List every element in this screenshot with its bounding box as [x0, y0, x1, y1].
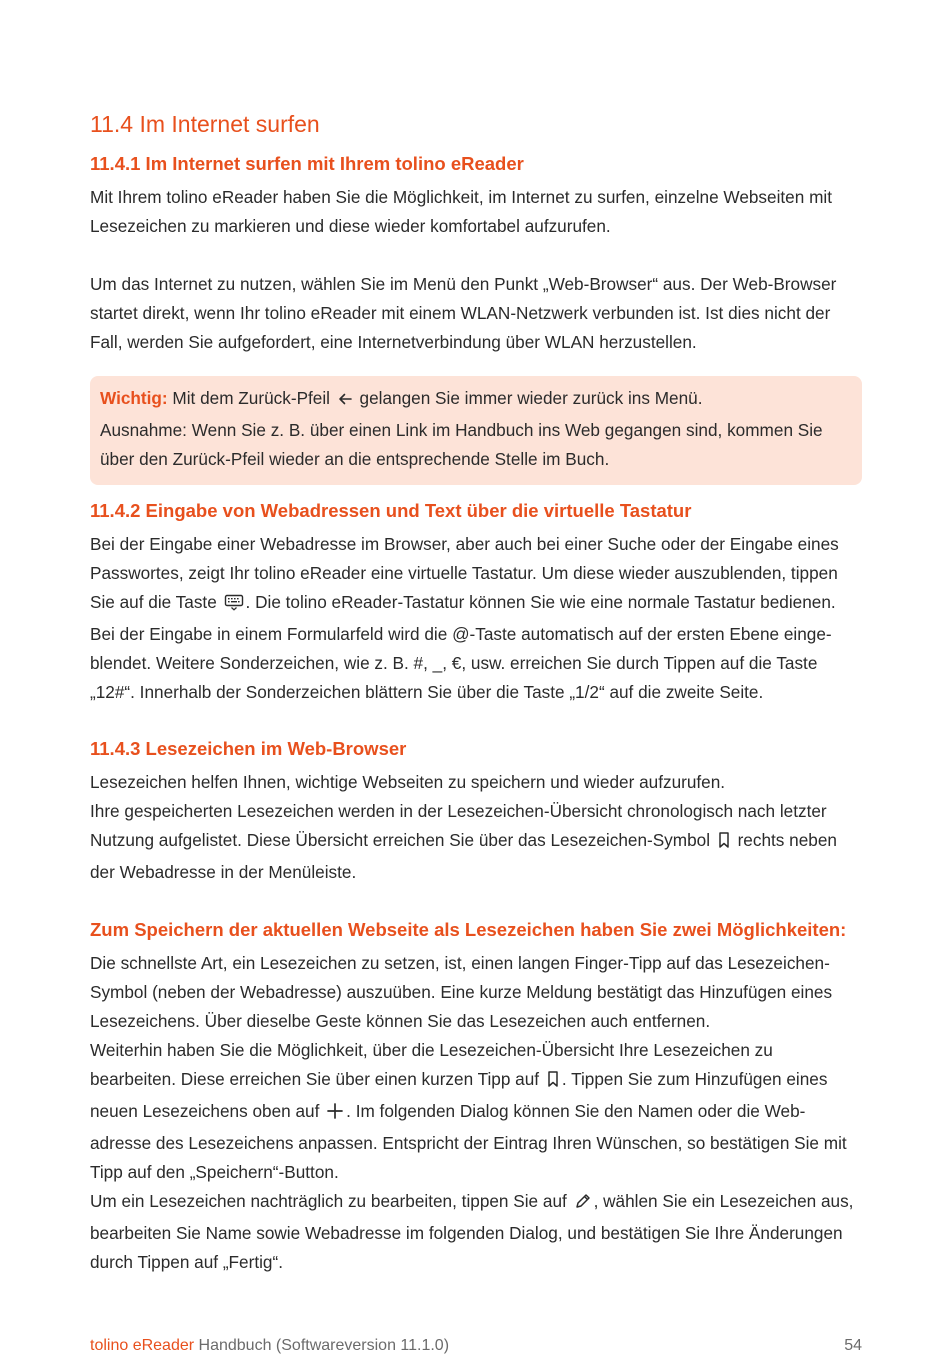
keyboard-icon [224, 591, 244, 620]
paragraph-keyboard [90, 530, 862, 707]
footer-manual-label: Handbuch (Softwareversion 11.1.0) [194, 1337, 450, 1354]
bookmark-icon [717, 829, 731, 858]
back-arrow-icon [337, 387, 353, 416]
paragraph-save-quick: Die schnellste Art, ein Lesezeichen zu setzen, ist, einen langen Finger-Tipp auf das Lesezeichen-Symbol (neben der Webadresse) auszuüben. Eine kurze Meldung bestätigt das Hinzufügen eines Lesezeichens. Über dieselbe Geste können Sie das Lesezeichen auch entfernen. [90, 953, 833, 1031]
pencil-icon [574, 1190, 592, 1219]
bookmarks-text-a: Ihre gespeicherten Lesezeichen werden in der Lesezeichen-Übersicht chronologisch nach letzter Nutzung aufgelistet. Diese Übersicht erreichen Sie über das Lesezeichen-Symbol [90, 801, 827, 850]
keyboard-text-b: . Die tolino eReader-Tastatur können Sie wie eine normale Tastatur bedienen. Bei der Eingabe in einem Formularfeld wird die @-Taste automatisch auf der ersten Ebene einge-blendet. Weitere Sonderzeichen, wie z. B. #, _, €, usw. erreichen Sie durch Tippen auf die Taste „12#“. Innerhalb der Sonderzeichen blättern Sie über die Taste „1/2“ auf die zweite Seite. [90, 592, 836, 702]
subsection-title-save-bookmark: Zum Speichern der aktuellen Webseite als Lesezeichen haben Sie zwei Möglichkeiten: [90, 919, 847, 940]
subsection-title-11-4-3: 11.4.3 Lesezeichen im Web-Browser [90, 738, 407, 759]
page-footer [90, 1335, 862, 1357]
save-text-b: . Tippen Sie zum Hinzufügen eines neuen Lesezeichens oben auf [90, 1069, 828, 1121]
bookmarks-text-b: rechts neben der Webadresse in der Menüleiste. [90, 830, 837, 882]
edit-text-a: Um ein Lesezeichen nachträglich zu bearbeiten, tippen Sie auf [90, 1191, 572, 1211]
subsection-title-11-4-1: 11.4.1 Im Internet surfen mit Ihrem tolino eReader [90, 153, 524, 174]
paragraph-edit-bookmark [90, 1187, 862, 1277]
notice-text-1b: gelangen Sie immer wieder zurück ins Menü. [354, 388, 703, 408]
edit-text-b: , wählen Sie ein Lesezeichen aus, bearbeiten Sie Name sowie Webadresse im folgenden Dialog, und bestätigen Sie Ihre Änderungen durch Tippen auf „Fertig“. [90, 1191, 854, 1272]
keyboard-text-a: Bei der Eingabe einer Webadresse im Browser, aber auch bei einer Suche oder der Eingabe eines Passwortes, zeigt Ihr tolino eReader eine virtuelle Tastatur. Um diese wieder auszublenden, tippen Sie auf die Taste [90, 534, 839, 612]
footer-brand: tolino eReader [90, 1337, 195, 1354]
notice-text-2: Ausnahme: Wenn Sie z. B. über einen Link im Handbuch ins Web gegangen sind, kommen Sie über den Zurück-Pfeil wieder an die entsprechende Stelle im Buch. [100, 420, 823, 469]
paragraph-save-overview [90, 1036, 862, 1187]
page-content [90, 108, 862, 1277]
subsection-title-11-4-2: 11.4.2 Eingabe von Webadressen und Text über die virtuelle Tastatur [90, 500, 692, 521]
important-notice [90, 376, 862, 485]
save-text-c: . Im folgenden Dialog können Sie den Namen oder die Web-adresse des Lesezeichens anpassen. Entspricht der Eintrag Ihren Wünschen, so bestätigen Sie mit Tipp auf den „Speichern“-Button. [90, 1101, 847, 1182]
section-title: 11.4 Im Internet surfen [90, 111, 320, 137]
paragraph-intro: Mit Ihrem tolino eReader haben Sie die Möglichkeit, im Internet zu surfen, einzelne Webseiten mit Lesezeichen zu markieren und diese wieder komfortabel aufzurufen. [90, 187, 832, 236]
save-text-a: Weiterhin haben Sie die Möglichkeit, über die Lesezeichen-Übersicht Ihre Lesezeichen zu bearbeiten. Diese erreichen Sie über einen kurzen Tipp auf [90, 1040, 773, 1089]
notice-label: Wichtig: [100, 388, 168, 408]
page-number: 54 [844, 1337, 862, 1354]
plus-icon [326, 1100, 344, 1129]
notice-text-1a: Mit dem Zurück-Pfeil [167, 388, 335, 408]
paragraph-bookmarks-overview [90, 797, 862, 887]
paragraph-bookmarks-intro: Lesezeichen helfen Ihnen, wichtige Webseiten zu speichern und wieder aufzurufen. [90, 772, 726, 792]
bookmark-icon [546, 1068, 560, 1097]
paragraph-web-browser: Um das Internet zu nutzen, wählen Sie im Menü den Punkt „Web-Browser“ aus. Der Web-Browser startet direkt, wenn Ihr tolino eReader mit einem WLAN-Netzwerk verbunden ist. Ist dies nicht der Fall, werden Sie aufgefordert, eine Internetverbindung über WLAN herzustellen. [90, 274, 837, 352]
